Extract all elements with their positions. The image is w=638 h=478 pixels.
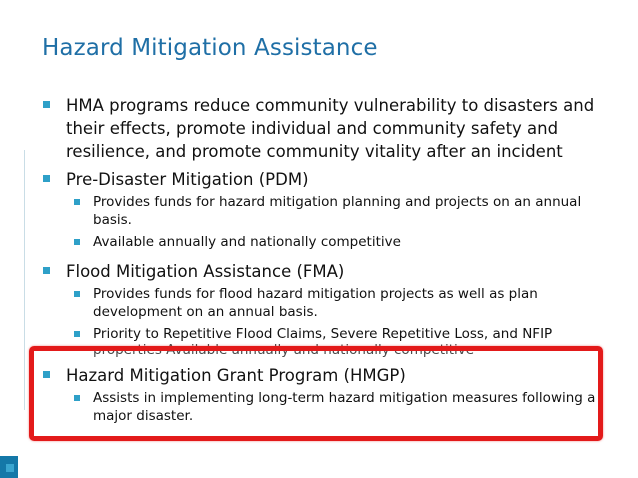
hmgp-highlight-box (29, 346, 603, 441)
sub-bullet-hmgp-assists-line-2: major disaster. (93, 408, 194, 424)
square-bullet-icon (74, 239, 80, 245)
bullet-hma-line-3: resilience, and promote community vitality after an incident (66, 142, 563, 161)
bullet-hma-line-1: HMA programs reduce community vulnerability to disasters and (66, 96, 595, 115)
bullet-pdm: Pre-Disaster Mitigation (PDM) (66, 170, 309, 189)
square-bullet-icon (74, 199, 80, 205)
sub-bullet-fma-funds-line-1: Provides funds for flood hazard mitigation projects as well as plan (93, 286, 538, 302)
left-divider-line (24, 150, 25, 410)
sub-bullet-pdm-funds-line-1: Provides funds for hazard mitigation planning and projects on an annual (93, 194, 582, 210)
slide-title: Hazard Mitigation Assistance (42, 35, 378, 61)
square-bullet-icon (43, 267, 50, 274)
sub-bullet-pdm-available: Available annually and nationally competitive (93, 234, 401, 250)
square-bullet-icon (43, 101, 50, 108)
bullet-hmgp: Hazard Mitigation Grant Program (HMGP) (66, 366, 406, 385)
square-bullet-icon (43, 175, 50, 182)
sub-bullet-fma-priority-line-2: properties Available annually and nationally competitive (93, 342, 475, 358)
sub-bullet-fma-priority-line-1: Priority to Repetitive Flood Claims, Severe Repetitive Loss, and NFIP (93, 326, 553, 342)
sub-bullet-fma-funds-line-2: development on an annual basis. (93, 304, 318, 320)
bullet-fma: Flood Mitigation Assistance (FMA) (66, 262, 345, 281)
square-bullet-icon (74, 331, 80, 337)
square-bullet-icon (74, 291, 80, 297)
sub-bullet-pdm-funds-line-2: basis. (93, 212, 132, 228)
bullet-hma-line-2: their effects, promote individual and community safety and (66, 119, 559, 138)
sub-bullet-hmgp-assists-line-1: Assists in implementing long-term hazard mitigation measures following a (93, 390, 596, 406)
corner-accent-graphic (0, 456, 18, 478)
